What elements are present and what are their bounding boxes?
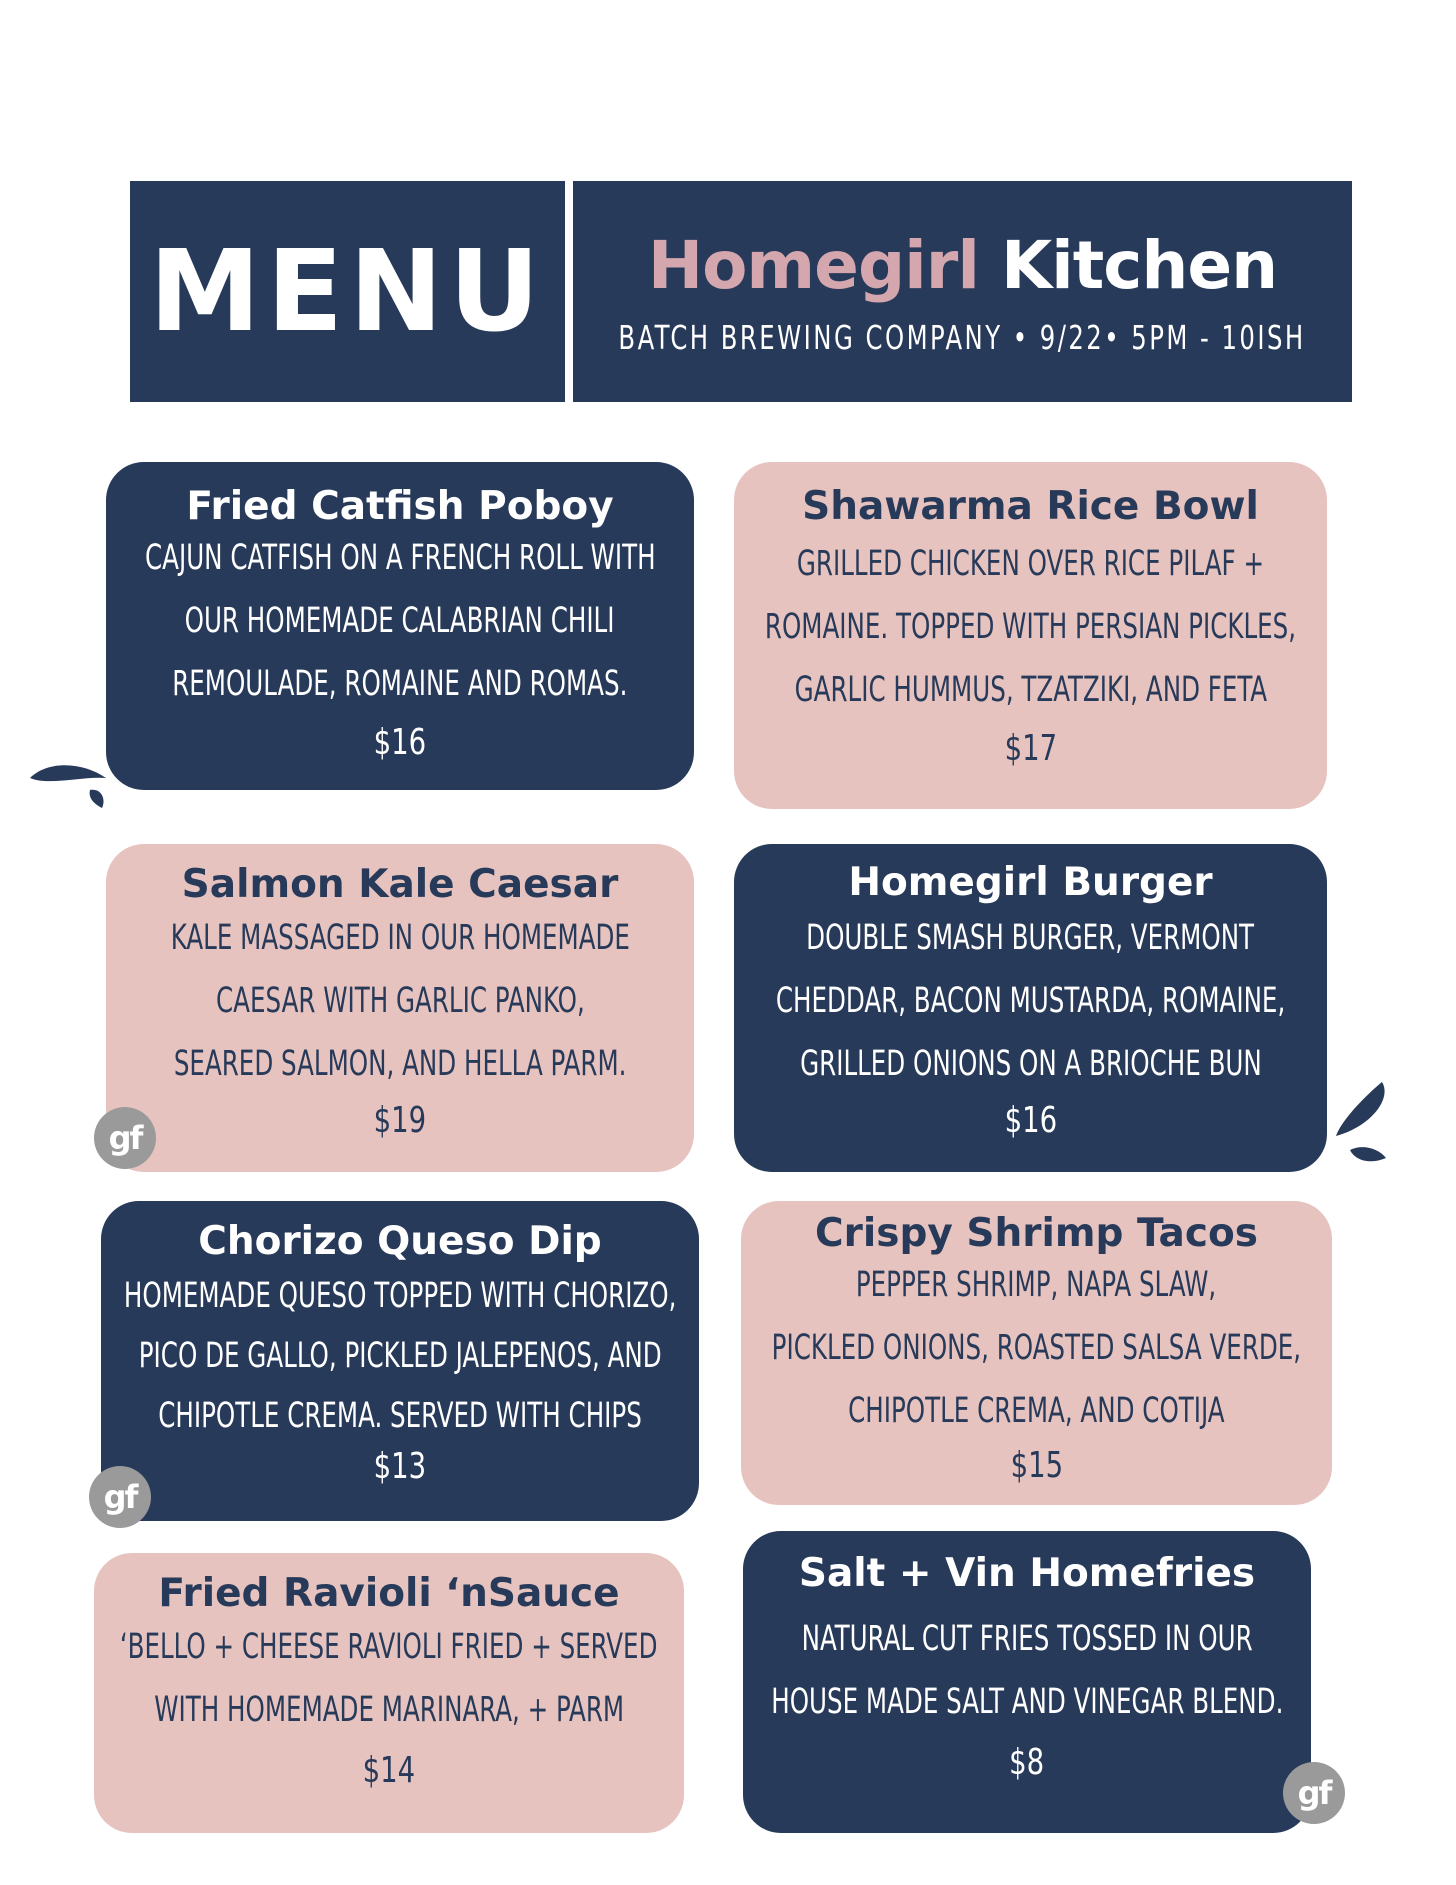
menu-item-title: Fried Catfish Poboy <box>186 484 614 529</box>
menu-item-title: Salmon Kale Caesar <box>181 862 619 907</box>
event-subtitle: BATCH BREWING COMPANY • 9/22• 5PM - 10ISH <box>618 317 1307 357</box>
menu-item-desc-line: KALE MASSAGED IN OUR HOMEMADE <box>170 918 630 958</box>
menu-item-title: Salt + Vin Homefries <box>798 1551 1256 1596</box>
menu-header-block <box>130 181 565 402</box>
gluten-free-badge-icon: gf <box>94 1107 156 1169</box>
menu-item-desc-line: GARLIC HUMMUS, TZATZIKI, AND FETA <box>794 670 1267 710</box>
menu-item-price: $16 <box>373 722 427 763</box>
menu-item-desc-line: SEARED SALMON, AND HELLA PARM. <box>173 1044 627 1084</box>
menu-item-title: Homegirl Burger <box>848 860 1213 905</box>
menu-item-card <box>743 1531 1311 1833</box>
menu-item-desc-line: CHIPOTLE CREMA, AND COTIJA <box>848 1391 1225 1431</box>
gluten-free-badge-icon: gf <box>1283 1762 1345 1824</box>
menu-item-title: Crispy Shrimp Tacos <box>815 1211 1258 1256</box>
menu-item-desc-line: CAESAR WITH GARLIC PANKO, <box>215 981 585 1021</box>
menu-item-desc-line: OUR HOMEMADE CALABRIAN CHILI <box>185 601 615 641</box>
menu-item-desc-line: PEPPER SHRIMP, NAPA SLAW, <box>856 1265 1217 1305</box>
menu-item-price: $13 <box>373 1446 427 1487</box>
gluten-free-badge-icon: gf <box>89 1466 151 1528</box>
menu-item-desc-line: PICO DE GALLO, PICKLED JALEPENOS, AND <box>138 1336 662 1376</box>
menu-item-desc-line: DOUBLE SMASH BURGER, VERMONT <box>806 918 1255 958</box>
menu-item-price: $15 <box>1010 1445 1063 1486</box>
menu-item-desc-line: REMOULADE, ROMAINE AND ROMAS. <box>172 664 628 704</box>
splash-icon <box>28 752 108 810</box>
brand-header-block <box>573 181 1352 402</box>
menu-item-desc-line: HOMEMADE QUESO TOPPED WITH CHORIZO, <box>123 1276 677 1316</box>
menu-item-price: $19 <box>373 1100 427 1141</box>
brand-name-part1: Homegirl <box>647 226 979 304</box>
menu-item-desc-line: ‘BELLO + CHEESE RAVIOLI FRIED + SERVED <box>120 1627 658 1667</box>
splash-icon <box>1332 1078 1392 1164</box>
menu-item-card <box>101 1201 699 1521</box>
menu-item-desc-line: GRILLED ONIONS ON A BRIOCHE BUN <box>799 1044 1262 1084</box>
menu-item-price: $16 <box>1004 1100 1057 1141</box>
menu-item-price: $14 <box>362 1750 416 1791</box>
menu-item-desc-line: HOUSE MADE SALT AND VINEGAR BLEND. <box>770 1682 1284 1722</box>
menu-item-price: $8 <box>1009 1742 1045 1783</box>
menu-item-card <box>106 844 694 1172</box>
menu-item-card <box>734 462 1327 809</box>
menu-item-price: $17 <box>1004 728 1057 769</box>
menu-item-desc-line: CAJUN CATFISH ON A FRENCH ROLL WITH <box>144 538 656 578</box>
menu-item-title: Chorizo Queso Dip <box>198 1219 602 1264</box>
menu-item-desc-line: GRILLED CHICKEN OVER RICE PILAF + <box>796 544 1265 584</box>
brand-name <box>648 227 1277 304</box>
menu-title: MENU <box>149 226 546 357</box>
brand-name-part2: Kitchen <box>1000 226 1278 304</box>
menu-item-title: Fried Ravioli ‘nSauce <box>158 1571 620 1616</box>
menu-item-desc-line: NATURAL CUT FRIES TOSSED IN OUR <box>801 1619 1253 1659</box>
menu-item-card <box>741 1201 1332 1505</box>
menu-item-desc-line: CHIPOTLE CREMA. SERVED WITH CHIPS <box>158 1396 642 1436</box>
menu-item-card <box>94 1553 684 1833</box>
menu-item-title: Shawarma Rice Bowl <box>802 484 1259 529</box>
menu-item-desc-line: PICKLED ONIONS, ROASTED SALSA VERDE, <box>771 1328 1302 1368</box>
menu-item-card <box>734 844 1327 1172</box>
menu-item-desc-line: WITH HOMEMADE MARINARA, + PARM <box>154 1690 624 1730</box>
menu-item-desc-line: ROMAINE. TOPPED WITH PERSIAN PICKLES, <box>764 607 1297 647</box>
menu-item-desc-line: CHEDDAR, BACON MUSTARDA, ROMAINE, <box>775 981 1286 1021</box>
menu-item-card <box>106 462 694 790</box>
